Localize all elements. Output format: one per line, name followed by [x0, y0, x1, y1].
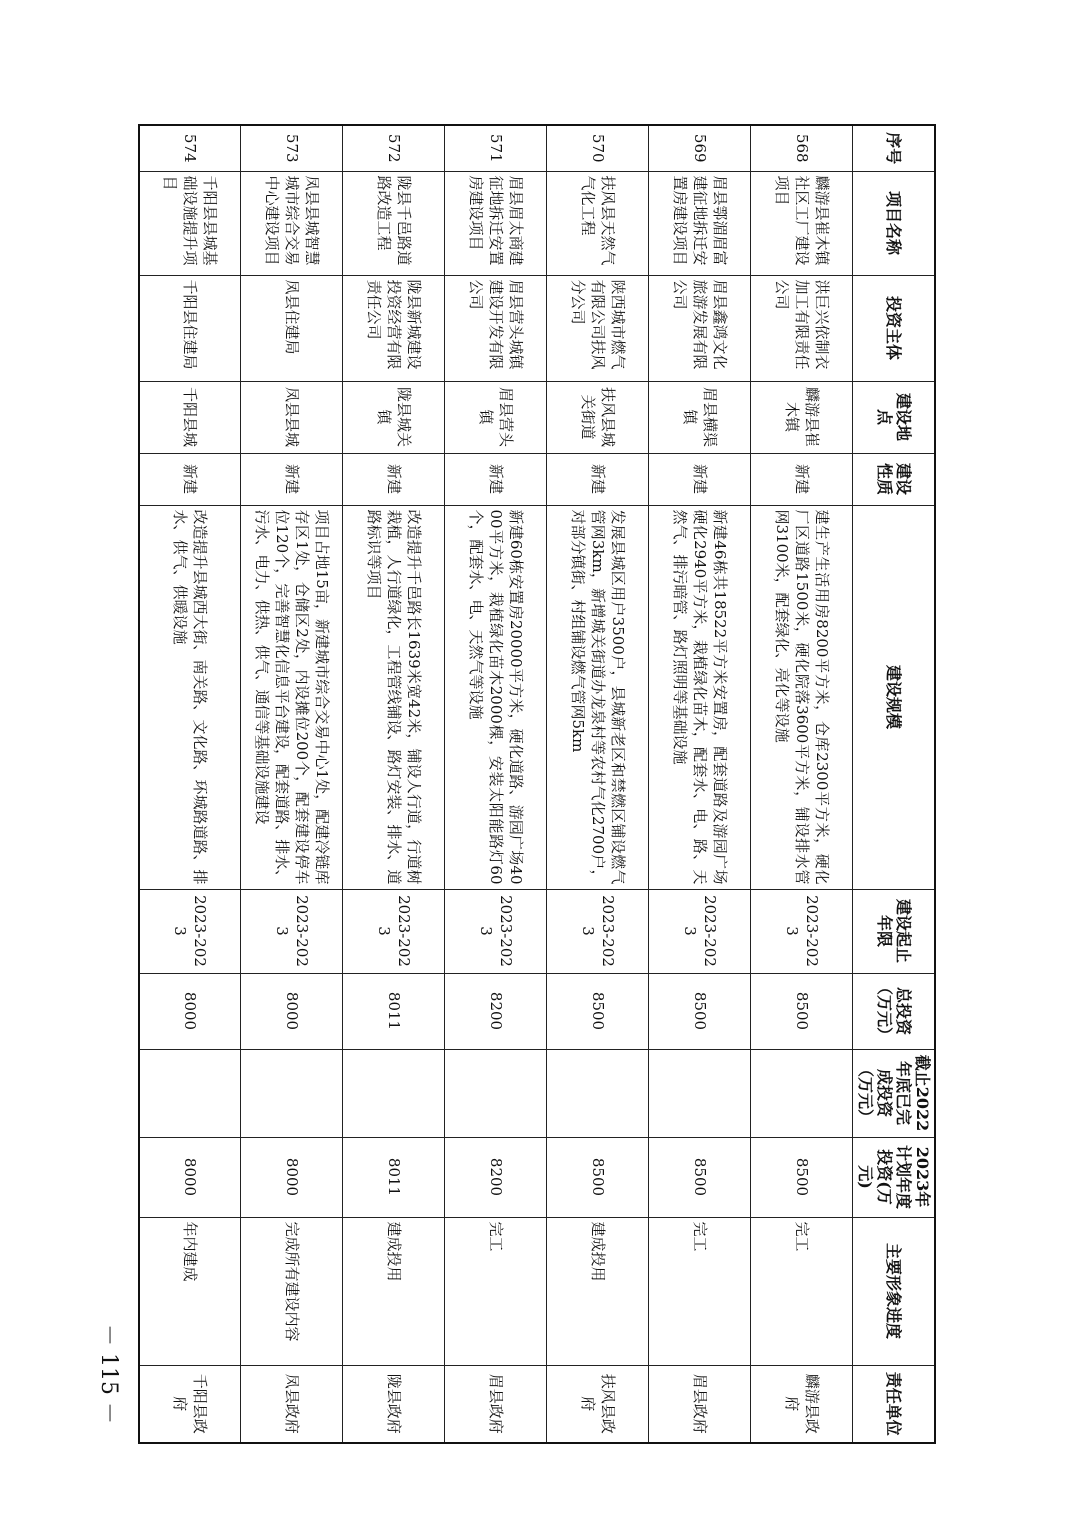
cell-name: 凤县县城智慧城市综合交易中心建设项目	[241, 171, 343, 275]
cell-total: 8500	[649, 973, 751, 1049]
cell-unit: 扶风县政府	[547, 1365, 649, 1443]
cell-plan2023: 8500	[649, 1137, 751, 1217]
cell-plan2023: 8500	[751, 1137, 853, 1217]
cell-period: 2023-2023	[547, 889, 649, 973]
cell-investor: 洪巨兴依制衣加工有限责任公司	[751, 275, 853, 381]
cell-scale: 建生产生活用房8200平方米，仓库2300平方米，硬化厂区道路1500米，硬化院落3600平方米，铺设排水管网3100米，配套绿化、亮化等设施	[751, 505, 853, 889]
cell-period: 2023-2023	[343, 889, 445, 973]
cell-total: 8000	[139, 973, 241, 1049]
cell-total: 8011	[343, 973, 445, 1049]
header-location: 建设地点	[853, 381, 935, 453]
cell-completed	[445, 1049, 547, 1137]
table-rotation-frame	[140, 124, 936, 1436]
cell-period: 2023-2023	[139, 889, 241, 973]
cell-location: 眉县营头镇	[445, 381, 547, 453]
header-unit: 责任单位	[853, 1365, 935, 1443]
cell-plan2023: 8000	[139, 1137, 241, 1217]
cell-progress: 建成投用	[343, 1217, 445, 1365]
cell-progress: 完成所有建设内容	[241, 1217, 343, 1365]
table-row	[751, 125, 853, 1443]
cell-completed	[343, 1049, 445, 1137]
cell-no: 574	[139, 125, 241, 171]
table-row	[139, 125, 241, 1443]
cell-name: 眉县眉太商建征地拆迁安置房建设项目	[445, 171, 547, 275]
cell-plan2023: 8500	[547, 1137, 649, 1217]
cell-investor: 陕西城市燃气有限公司扶风分公司	[547, 275, 649, 381]
cell-plan2023: 8200	[445, 1137, 547, 1217]
cell-scale: 项目占地15亩，新建城市综合交易中心1处，配建冷链库存区1处，仓储区2处，内设摊位200个，配套建设停车位120个，完善智慧化信息平台建设，配套道路、排水、污水、电力、供热、供气、通信等基础设施建设	[241, 505, 343, 889]
header-name: 项目名称	[853, 171, 935, 275]
cell-no: 571	[445, 125, 547, 171]
cell-name: 麟游县崔木镇社区工厂建设项目	[751, 171, 853, 275]
cell-investor: 千阳县住建局	[139, 275, 241, 381]
cell-investor: 陇县新城建设投资经营有限责任公司	[343, 275, 445, 381]
cell-scale: 改造提升县城西大街、南关路、文化路、环城路道路、排水、供气、供暖设施	[139, 505, 241, 889]
cell-total: 8200	[445, 973, 547, 1049]
cell-name: 千阳县县城基础设施提升项目	[139, 171, 241, 275]
cell-completed	[649, 1049, 751, 1137]
table-row	[241, 125, 343, 1443]
cell-no: 569	[649, 125, 751, 171]
cell-period: 2023-2023	[649, 889, 751, 973]
cell-period: 2023-2023	[445, 889, 547, 973]
project-table	[138, 124, 936, 1444]
cell-no: 568	[751, 125, 853, 171]
cell-unit: 千阳县政府	[139, 1365, 241, 1443]
cell-location: 麟游县崔木镇	[751, 381, 853, 453]
cell-scale: 发展县城区用户3500户，县城新老区和禁燃区铺设燃气管网3km，新增城关街道办龙泉村等农村气化2700户，对部分镇街、村组铺设燃气管网5km	[547, 505, 649, 889]
cell-location: 陇县城关镇	[343, 381, 445, 453]
header-completed: 截止2022年底已完成投资（万元）	[853, 1049, 935, 1137]
cell-total: 8500	[751, 973, 853, 1049]
cell-total: 8000	[241, 973, 343, 1049]
header-progress: 主要形象进度	[853, 1217, 935, 1365]
cell-no: 570	[547, 125, 649, 171]
cell-nature: 新建	[445, 453, 547, 505]
table-row	[649, 125, 751, 1443]
cell-completed	[241, 1049, 343, 1137]
cell-plan2023: 8000	[241, 1137, 343, 1217]
cell-investor: 眉县鑫鸿文化旅游发展有限公司	[649, 275, 751, 381]
header-plan2023: 2023年计划年度投资(万元)	[853, 1137, 935, 1217]
cell-nature: 新建	[241, 453, 343, 505]
header-investor: 投资主体	[853, 275, 935, 381]
cell-completed	[547, 1049, 649, 1137]
table-row	[547, 125, 649, 1443]
cell-nature: 新建	[139, 453, 241, 505]
cell-progress: 完工	[649, 1217, 751, 1365]
cell-progress: 完工	[751, 1217, 853, 1365]
cell-investor: 眉县营头城镇建设开发有限公司	[445, 275, 547, 381]
cell-completed	[751, 1049, 853, 1137]
cell-scale: 新建46栋共18522平方米安置房，配套道路及游园广场硬化2940平方米，栽植绿化苗木，配套水、电、路、天然气、排污暗管、路灯照明等基础设施	[649, 505, 751, 889]
cell-location: 千阳县城	[139, 381, 241, 453]
cell-period: 2023-2023	[241, 889, 343, 973]
cell-total: 8500	[547, 973, 649, 1049]
cell-unit: 麟游县政府	[751, 1365, 853, 1443]
table-header-row	[853, 125, 935, 1443]
cell-unit: 眉县政府	[445, 1365, 547, 1443]
table-row	[445, 125, 547, 1443]
cell-location: 眉县横渠镇	[649, 381, 751, 453]
cell-progress: 年内建成	[139, 1217, 241, 1365]
cell-name: 扶风县天然气气化工程	[547, 171, 649, 275]
header-period: 建设起止年限	[853, 889, 935, 973]
cell-completed	[139, 1049, 241, 1137]
header-nature: 建设性质	[853, 453, 935, 505]
cell-scale: 改造提升千邑路长1639米宽42米，铺设人行道，行道树栽植，人行道绿化，工程管线铺设、路灯安装、排水、道路标识等项目	[343, 505, 445, 889]
header-total: 总投资（万元）	[853, 973, 935, 1049]
cell-unit: 凤县政府	[241, 1365, 343, 1443]
cell-period: 2023-2023	[751, 889, 853, 973]
cell-no: 573	[241, 125, 343, 171]
table-row	[343, 125, 445, 1443]
cell-nature: 新建	[343, 453, 445, 505]
cell-name: 眉县鄠湄眉富建征地拆迁安置房建设项目	[649, 171, 751, 275]
cell-plan2023: 8011	[343, 1137, 445, 1217]
cell-location: 扶风县城关街道	[547, 381, 649, 453]
cell-nature: 新建	[649, 453, 751, 505]
rotated-table-container	[140, 124, 936, 1436]
cell-no: 572	[343, 125, 445, 171]
page-number: － 115 －	[96, 1324, 121, 1424]
cell-location: 凤县县城	[241, 381, 343, 453]
cell-unit: 陇县政府	[343, 1365, 445, 1443]
cell-scale: 新建60栋安置房20000平方米，硬化道路、游园广场4000平方米，栽植绿化苗木2000棵，安装太阳能路灯60个，配套水、电、天然气等设施	[445, 505, 547, 889]
cell-nature: 新建	[751, 453, 853, 505]
cell-unit: 眉县政府	[649, 1365, 751, 1443]
cell-progress: 完工	[445, 1217, 547, 1365]
cell-nature: 新建	[547, 453, 649, 505]
header-no: 序号	[853, 125, 935, 171]
cell-investor: 凤县住建局	[241, 275, 343, 381]
cell-name: 陇县千邑路道路改造工程	[343, 171, 445, 275]
cell-progress: 建成投用	[547, 1217, 649, 1365]
header-scale: 建设规模	[853, 505, 935, 889]
